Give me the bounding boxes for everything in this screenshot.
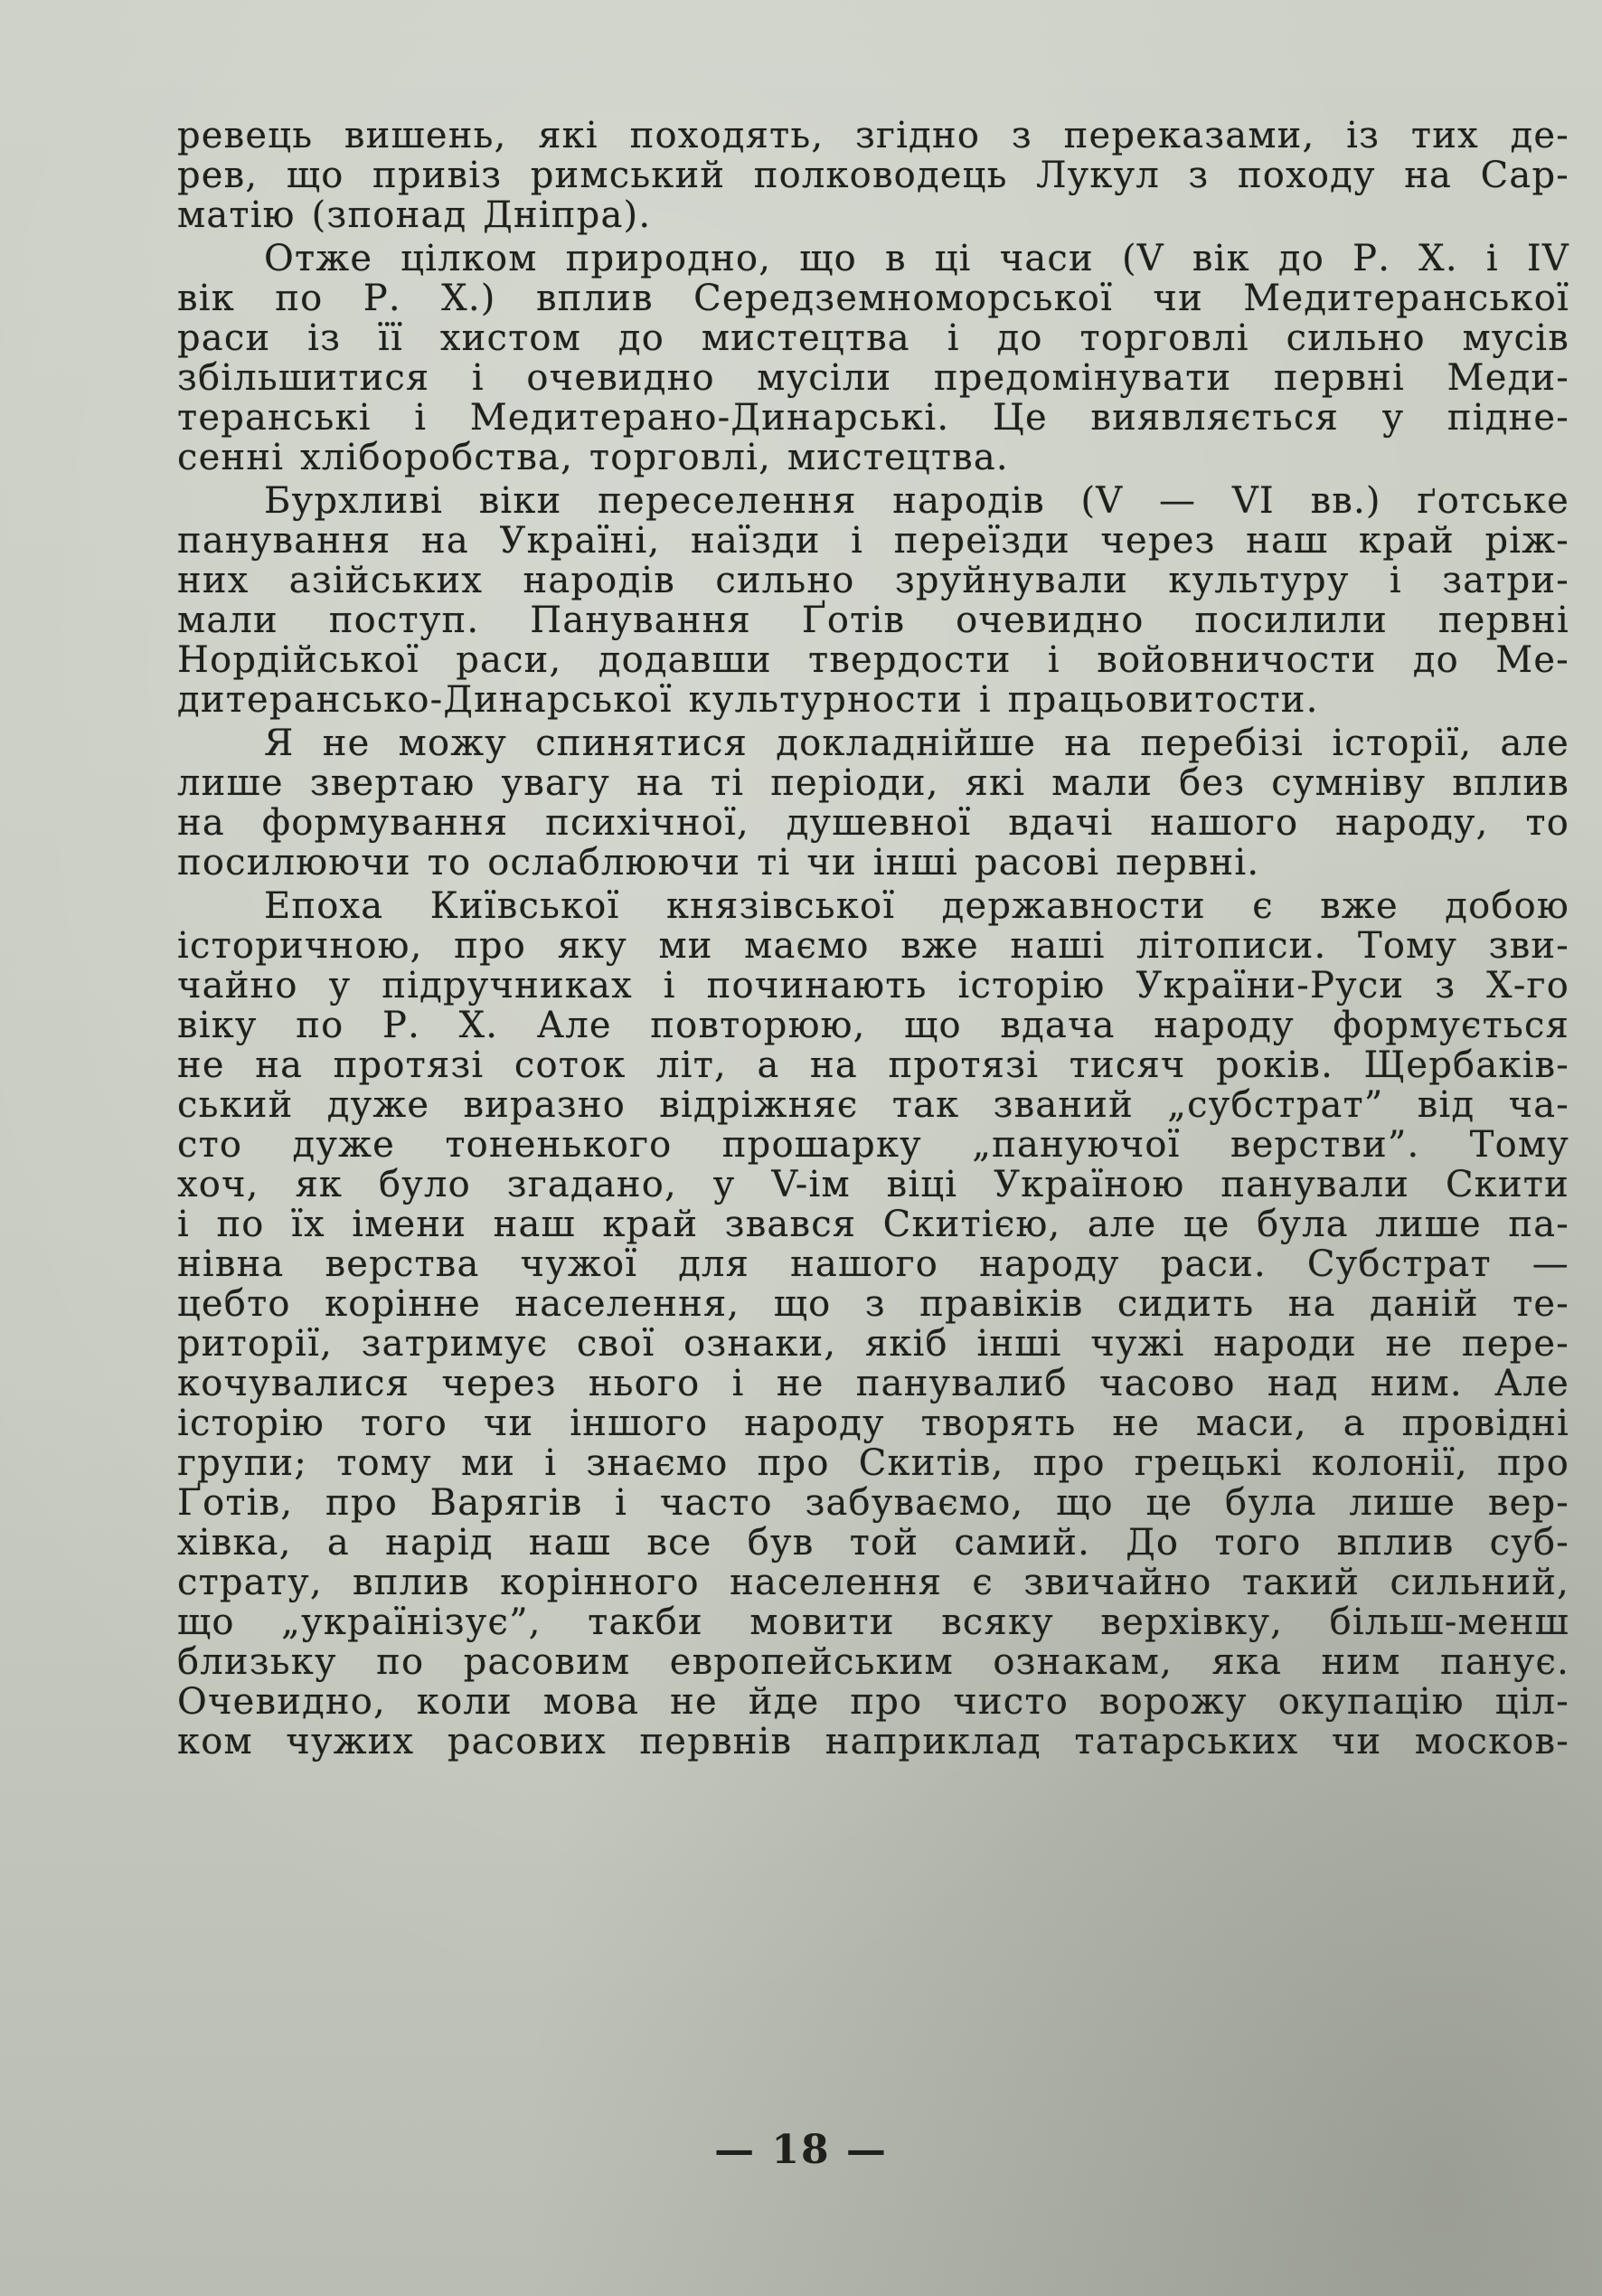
text-line: Нордійської раси, додавши твердости і войовничости до Ме- xyxy=(177,639,1569,681)
paragraph xyxy=(177,481,1569,720)
text-line: Я не можу спинятися докладнійше на перебізі історії, але xyxy=(264,723,1569,764)
text-line: ком чужих расових первнів наприклад татарських чи москов- xyxy=(177,1721,1569,1762)
text-line: групи; тому ми і знаємо про Скитів, про грецькі колонії, про xyxy=(177,1442,1569,1484)
text-line: теранські і Медитерано-Динарські. Це виявляється у підне- xyxy=(177,397,1569,439)
paragraph xyxy=(177,239,1569,477)
text-line: що „українізує”, такби мовити всяку верхівку, більш-менш xyxy=(177,1602,1569,1643)
text-line: ревець вишень, які походять, згідно з переказами, із тих де- xyxy=(177,115,1569,156)
text-line: хівка, а нарід наш все був той самий. До того вплив суб- xyxy=(177,1522,1569,1564)
text-line: Бурхливі віки переселення народів (V — VI вв.) ґотське xyxy=(264,480,1569,522)
body-text xyxy=(177,116,1569,1762)
text-line: вік по Р. Х.) вплив Середземноморської чи Медитеранської xyxy=(177,278,1569,319)
text-line: нівна верства чужої для нашого народу раси. Субстрат — xyxy=(177,1243,1569,1285)
text-line: сто дуже тоненького прошарку „пануючої верстви”. Тому xyxy=(177,1124,1569,1166)
text-line: хоч, як було згадано, у V-ім віці Україною панували Скити xyxy=(177,1164,1569,1205)
paragraph xyxy=(177,723,1569,883)
paragraph xyxy=(177,116,1569,235)
text-line: історію того чи іншого народу творять не маси, а провідні xyxy=(177,1403,1569,1444)
text-line: панування на Україні, наїзди і переїзди через наш край ріж- xyxy=(177,520,1569,562)
text-line: сенні хліборобства, торговлі, мистецтва. xyxy=(177,437,1009,478)
text-line: Ґотів, про Варягів і часто забуваємо, що це була лише вер- xyxy=(177,1482,1569,1524)
text-line: страту, вплив корінного населення є звичайно такий сильний, xyxy=(177,1562,1569,1603)
text-line: них азійських народів сильно зруйнували культуру і затри- xyxy=(177,560,1569,601)
text-line: ський дуже виразно відріжняє так званий „субстрат” від ча- xyxy=(177,1084,1569,1126)
paragraph xyxy=(177,886,1569,1762)
text-line: рев, що привіз римський полководець Лукул з походу на Сар- xyxy=(177,155,1569,196)
text-line: на формування психічної, душевної вдачі нашого народу, то xyxy=(177,802,1569,844)
text-line: близьку по расовим европейським ознакам, яка ним панує. xyxy=(177,1641,1569,1683)
text-line: цебто корінне населення, що з правіків сидить на даній те- xyxy=(177,1283,1569,1325)
text-line: і по їх імени наш край звався Скитією, але це була лише па- xyxy=(177,1204,1569,1245)
text-line: риторії, затримує свої ознаки, якіб інші чужі народи не пере- xyxy=(177,1323,1569,1365)
text-line: Отже цілком природно, що в ці часи (V вік до Р. Х. і IV xyxy=(264,238,1569,279)
text-line: Очевидно, коли мова не йде про чисто ворожу окупацію ціл- xyxy=(177,1681,1569,1723)
text-line: віку по Р. Х. Але повторюю, що вдача народу формується xyxy=(177,1005,1569,1046)
text-line: посилюючи то ослаблюючи ті чи інші расові первні. xyxy=(177,842,1260,883)
text-line: чайно у підручниках і починають історію України-Руси з Х-го xyxy=(177,965,1569,1006)
text-line: раси із її хистом до мистецтва і до торговлі сильно мусів xyxy=(177,317,1569,359)
text-line: кочувалися через нього і не панувалиб часово над ним. Але xyxy=(177,1363,1569,1404)
text-line: мали поступ. Панування Ґотів очевидно посилили первні xyxy=(177,600,1569,641)
text-line: дитерансько-Динарської культурности і працьовитости. xyxy=(177,679,1319,721)
text-line: збільшитися і очевидно мусіли предомінувати первні Меди- xyxy=(177,357,1569,399)
page-number: — 18 — xyxy=(714,2127,888,2173)
text-line: Епоха Київської князівської державности є вже добою xyxy=(264,885,1569,927)
text-line: не на протязі соток літ, а на протязі тисяч років. Щербаків- xyxy=(177,1044,1569,1086)
text-line: лише звертаю увагу на ті періоди, які мали без сумніву вплив xyxy=(177,762,1569,804)
text-line: матію (зпонад Дніпра). xyxy=(177,194,652,236)
text-line: історичною, про яку ми маємо вже наші літописи. Тому зви- xyxy=(177,925,1569,967)
